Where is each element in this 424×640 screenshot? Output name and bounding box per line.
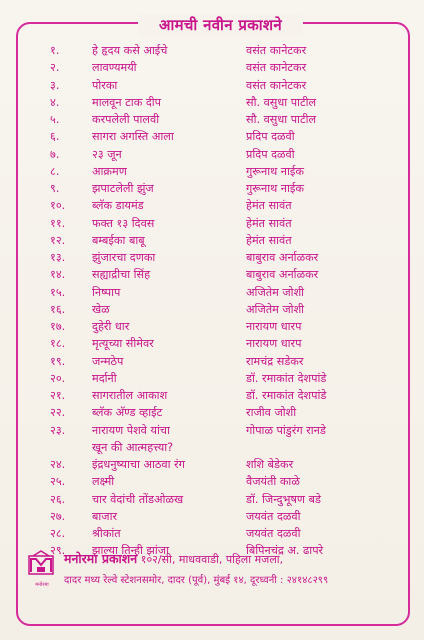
book-author: बिपिनचंद्र अ. ढापरे: [246, 544, 324, 558]
book-title: करपलेली पालवी: [92, 113, 160, 126]
book-author: अजितेम जोशी: [246, 302, 305, 316]
book-author: डॉ. रमाकांत देशपांडे: [246, 389, 327, 402]
book-number: ११.: [50, 216, 66, 230]
book-number: २०.: [50, 371, 66, 385]
book-title: श्रीकांत: [92, 527, 121, 540]
list-item: [0, 508, 424, 525]
list-item: [0, 301, 424, 318]
book-author: बाबुराव अर्नाळकर: [246, 251, 319, 264]
book-number: १.: [50, 44, 60, 57]
logo-caption: मनोरमा: [35, 582, 49, 588]
list-item: [0, 318, 424, 335]
page-title: आमची नवीन प्रकाशने: [158, 16, 283, 34]
title-box: [138, 14, 303, 36]
book-title: खेळ: [92, 302, 110, 316]
book-author: प्रदिप दळवी: [246, 147, 295, 161]
list-item: [0, 215, 424, 232]
book-title: लावण्यमयी: [92, 61, 137, 75]
book-author: जयवंत दळवी: [246, 509, 301, 523]
list-item: [0, 353, 424, 370]
book-title: हे हृदय कसे आईचे: [92, 44, 168, 57]
book-title: आक्रमण: [92, 164, 127, 178]
book-author: सौ. वसुधा पाटील: [246, 95, 317, 109]
list-item: [0, 473, 424, 490]
book-author: नारायण धारप: [246, 320, 302, 333]
list-item: [0, 197, 424, 214]
book-number: १४.: [50, 268, 66, 282]
book-number: १०.: [50, 199, 66, 213]
publisher-address-2: दादर मध्य रेल्वे स्टेशनसमोर, दादर (पूर्व), मुंबई १४, दूरध्वनी : २४१४८२९९: [64, 575, 329, 586]
book-author: राजीव जोशी: [246, 406, 297, 420]
book-number: १२.: [50, 233, 66, 247]
book-title: झाल्या तिन्ही झांजा: [92, 544, 169, 558]
book-title: ब्लॅक डायमंड: [92, 199, 144, 213]
book-number: २३.: [50, 423, 66, 437]
list-item: [0, 266, 424, 283]
book-author: अजितेम जोशी: [246, 285, 305, 299]
book-author: जयवंत दळवी: [246, 527, 301, 540]
book-author: बाबुराव अर्नाळकर: [246, 268, 319, 282]
list-item: [0, 422, 424, 439]
book-title: नारायण पेशवे यांचा: [92, 423, 170, 437]
book-author: वैजयंती काळे: [246, 475, 300, 489]
book-number: २७.: [50, 509, 66, 523]
list-item-continuation: [0, 439, 424, 456]
book-title: लक्ष्मी: [92, 475, 115, 489]
book-author: नारायण धारप: [246, 337, 302, 351]
book-author: वसंत कानेटकर: [246, 61, 307, 75]
book-title: २३ जून: [92, 147, 122, 161]
book-title: फक्त १३ दिवस: [92, 216, 155, 230]
list-item: [0, 146, 424, 163]
book-author: वसंत कानेटकर: [246, 44, 307, 57]
book-author: गुरूनाथ नाईक: [246, 164, 304, 178]
book-title-line-2: खून की आत्महत्त्या?: [92, 440, 174, 454]
book-title: जन्मठेप: [92, 354, 124, 368]
book-number: १९.: [50, 354, 66, 368]
book-title: बाजार: [92, 509, 118, 523]
publisher-logo-icon: [28, 550, 54, 580]
list-item: [0, 128, 424, 145]
list-item: [0, 456, 424, 473]
book-author: प्रदिप दळवी: [246, 130, 295, 144]
book-title: चार वेदांची तोंडओळख: [92, 492, 184, 506]
book-number: २९.: [50, 544, 66, 558]
list-item: [0, 525, 424, 542]
book-number: १५.: [50, 285, 66, 299]
book-author: हेमंत सावंत: [246, 233, 292, 247]
book-author: गुरूनाथ नाईक: [246, 182, 304, 195]
book-title: सागरा अगस्ति आला: [92, 130, 174, 144]
book-title: सागरातील आकाश: [92, 389, 168, 402]
book-number: २.: [50, 61, 60, 75]
list-item: [0, 335, 424, 352]
book-author: डॉ. रमाकांत देशपांडे: [246, 371, 327, 385]
book-title: सह्याद्रीचा सिंह: [92, 268, 151, 282]
publisher-address-1: १०२/सी, माधववाडी, पहिला मजला,: [140, 553, 284, 566]
book-title: बम्बईका बाबू: [92, 233, 145, 247]
list-item: [0, 180, 424, 197]
book-number: २८.: [50, 527, 66, 540]
book-title: झपाटलेली झुंज: [92, 182, 154, 195]
list-item: [0, 491, 424, 508]
book-number: २१.: [50, 389, 66, 402]
book-author: सौ. वसुधा पाटील: [246, 113, 317, 126]
list-item: [0, 387, 424, 404]
list-item: [0, 163, 424, 180]
book-title: निष्पाप: [92, 285, 121, 299]
book-number: ६.: [50, 130, 60, 144]
book-title: पोरका: [92, 78, 118, 92]
publisher-line-1: [64, 550, 283, 567]
book-number: १८.: [50, 337, 66, 351]
book-author: हेमंत सावंत: [246, 216, 292, 230]
book-title: मृत्यूच्या सीमेवर: [92, 337, 154, 351]
book-number: ३.: [50, 78, 60, 92]
book-number: ८.: [50, 164, 60, 178]
book-title: इंद्रधनुष्याचा आठवा रंग: [92, 458, 185, 471]
book-number: २५.: [50, 475, 66, 489]
list-item: [0, 59, 424, 76]
publisher-footer: [22, 550, 402, 620]
book-title: झुंजारचा दणका: [92, 251, 156, 264]
list-item: [0, 232, 424, 249]
book-number: १७.: [50, 320, 66, 333]
book-number: १३.: [50, 251, 66, 264]
list-item: [0, 284, 424, 301]
book-number: ५.: [50, 113, 60, 126]
list-item: [0, 249, 424, 266]
book-number: ९.: [50, 182, 60, 195]
book-title: ब्लॅक अ‍ॅण्ड व्हाईट: [92, 406, 163, 420]
book-author: रामचंद्र सडेकर: [246, 354, 304, 368]
list-item: [0, 370, 424, 387]
list-item: [0, 77, 424, 94]
list-item: [0, 111, 424, 128]
book-number: २६.: [50, 492, 66, 506]
book-number: ४.: [50, 95, 60, 109]
book-number: १६.: [50, 302, 66, 316]
book-title: मर्दानी: [92, 371, 117, 385]
list-item: [0, 94, 424, 111]
book-title: मालवून टाक दीप: [92, 95, 162, 109]
book-author: डॉ. जिन्दुभूषण बडे: [246, 492, 321, 506]
book-author: वसंत कानेटकर: [246, 78, 307, 92]
list-item: [0, 404, 424, 421]
book-author: हेमंत सावंत: [246, 199, 292, 213]
list-item: [0, 42, 424, 59]
book-number: ७.: [50, 147, 60, 161]
book-author: गोपाळ पांडुरंग रानडे: [246, 423, 326, 437]
book-number: २४.: [50, 458, 66, 471]
book-author: शशि बेडेकर: [246, 458, 294, 471]
book-number: २२.: [50, 406, 66, 420]
publisher-name: मनोरमा प्रकाशन: [64, 551, 138, 566]
book-title: दुहेरी धार: [92, 320, 130, 333]
